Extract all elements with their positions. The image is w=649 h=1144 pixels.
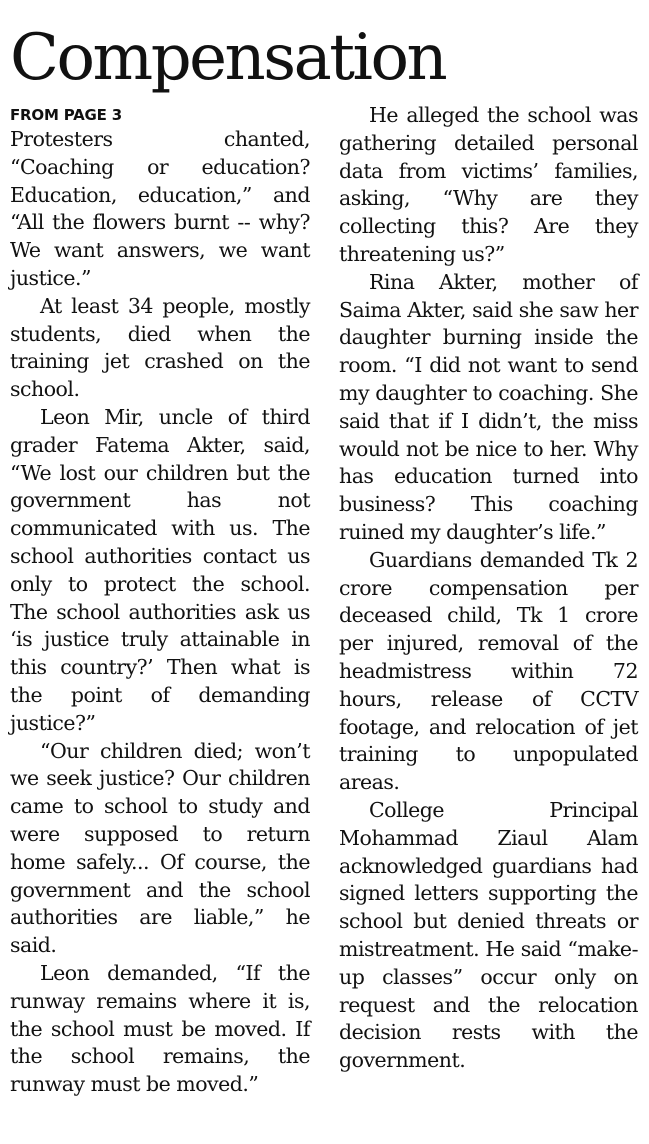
paragraph: Leon Mir, uncle of third grader Fatema Akter, said, “We lost our children but the government has not communicated with us. The school authorities contact us only to protect the school. The school authorities ask us ‘is justice truly attainable in this country?’ Then what is the point of demanding justice?” xyxy=(10,404,310,735)
paragraph: At least 34 people, mostly students, died when the training jet crashed on the school. xyxy=(10,293,310,402)
paragraph: College Principal Mohammad Ziaul Alam acknowledged guardians had signed letters supporting the school but denied threats or mistreatment. He said “make-up classes” occur only on request and the relocation decision rests with the government. xyxy=(339,797,638,1073)
paragraph: “Our children died; won’t we seek justice? Our children came to school to study and were supposed to return home safely... Of course, the government and the school authorities are liable,” he said. xyxy=(10,738,310,958)
article-column-right xyxy=(339,102,638,1075)
paragraph: Protesters chanted, “Coaching or education? Education, education,” and “All the flowers burnt -- why? We want answers, we want justice.” xyxy=(10,127,310,290)
paragraph: He alleged the school was gathering detailed personal data from victims’ families, asking, “Why are they collecting this? Are they threatening us?” xyxy=(339,103,638,266)
paragraph: Guardians demanded Tk 2 crore compensation per deceased child, Tk 1 crore per injured, removal of the headmistress within 72 hours, release of CCTV footage, and relocation of jet training to unpopulated areas. xyxy=(339,547,638,795)
paragraph: Leon demanded, “If the runway remains where it is, the school must be moved. If the school remains, the runway must be moved.” xyxy=(10,960,310,1097)
headline: Compensation xyxy=(10,21,446,95)
paragraph: Rina Akter, mother of Saima Akter, said she saw her daughter burning inside the room. “I did not want to send my daughter to coaching. She said that if I didn’t, the miss would not be nice to her. Why has education turned into business? This coaching ruined my daughter’s life.” xyxy=(339,269,638,544)
continued-from-label: FROM PAGE 3 xyxy=(10,106,122,124)
article-column-left xyxy=(10,106,310,1099)
